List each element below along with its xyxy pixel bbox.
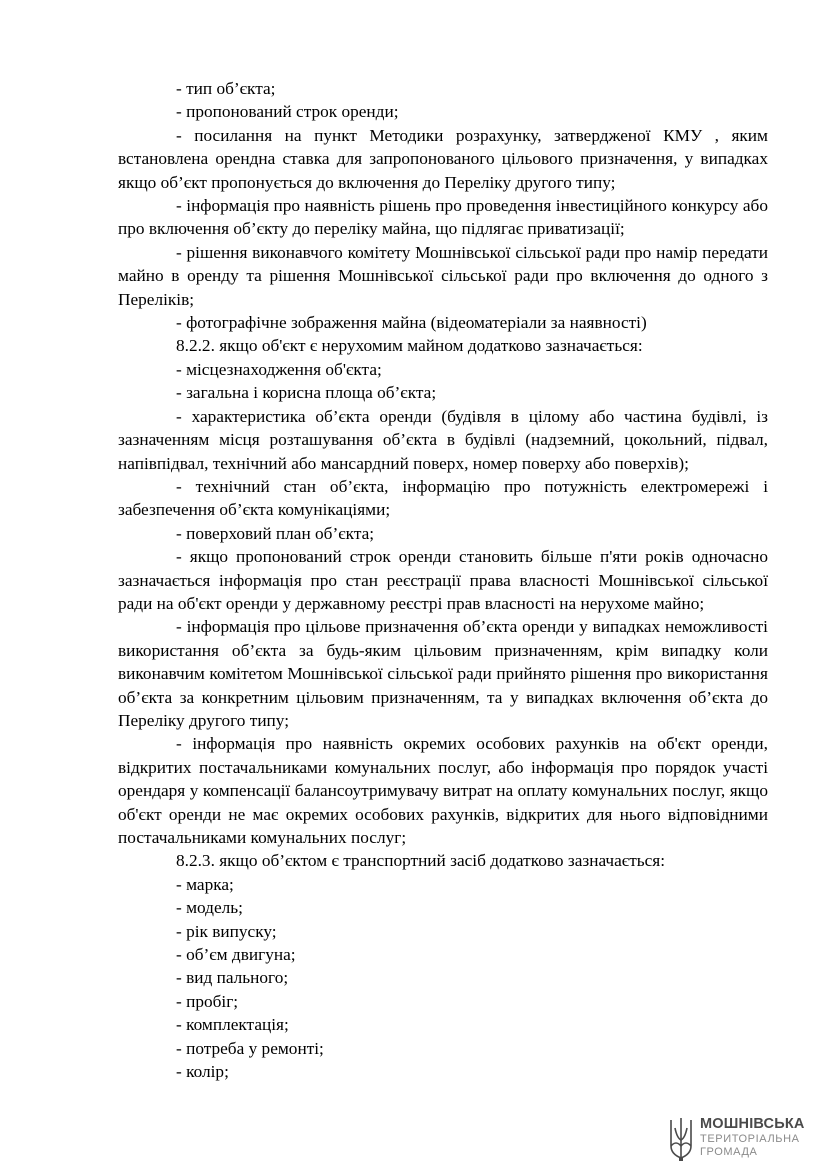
paragraph-area: - загальна і корисна площа об’єкта;: [176, 383, 437, 403]
paragraph-object-characteristics: - характеристика об’єкта оренди (будівля в цілому або частина будівлі, із зазначенням місця розташування об’єкта в будівлі (надземний, цокольний, підвал, напівпідвал, технічний або мансардний поверх, номер поверху або поверхів);: [118, 406, 768, 473]
logo-title: МОШНІВСЬКА: [700, 1116, 805, 1132]
section-8-2-2-heading: 8.2.2. якщо об'єкт є нерухомим майном додатково зазначається:: [176, 336, 643, 356]
paragraph-location: - місцезнаходження об'єкта;: [176, 359, 382, 379]
list-item-brand: - марка;: [176, 874, 234, 894]
paragraph-utility-accounts: - інформація про наявність окремих особових рахунків на об'єкт оренди, відкритих постачальниками комунальних послуг, або інформація про порядок участі орендаря у компенсації балансоутримувачу витрат на оплату комунальних послуг, якщо об'єкт оренди не має окремих особових рахунків, відкритих для нього відповідними постачальниками комунальних послуг;: [118, 734, 768, 847]
paragraph-purpose: - інформація про цільове призначення об’єкта оренди у випадках неможливості використання об’єкта за будь-яким цільовим призначенням, крім випадку коли виконавчим комітетом Мошнівської сільської ради прийнято рішення про використання об’єкта за конкретним цільовим призначенням, та у випадках включення об’єкта до Переліку другого типу;: [118, 617, 768, 730]
list-item-repair-need: - потреба у ремонті;: [176, 1038, 324, 1058]
paragraph-object-type: - тип об’єкта;: [176, 79, 276, 98]
community-logo: [668, 1116, 808, 1162]
trident-icon: [668, 1116, 694, 1162]
paragraph-investment-contest: - інформація про наявність рішень про проведення інвестиційного конкурсу або про включення об’єкту до переліку майна, що підлягає приватизації;: [118, 196, 768, 239]
paragraph-methodology-reference: - посилання на пункт Методики розрахунку, затвердженої КМУ , яким встановлена орендна ставка для запропонованого цільового призначення, у випадках якщо об’єкт пропонується до включення до Переліку другого типу;: [118, 125, 768, 192]
paragraph-proposed-term: - пропонований строк оренди;: [176, 102, 399, 122]
paragraph-technical-condition: - технічний стан об’єкта, інформацію про потужність електромережі і забезпечення об’єкта комунікаціями;: [118, 476, 768, 520]
list-item-model: - модель;: [176, 898, 243, 918]
document-body: [118, 77, 768, 1083]
paragraph-floor-plan: - поверховий план об’єкта;: [176, 523, 375, 543]
paragraph-photo: - фотографічне зображення майна (відеоматеріали за наявності): [176, 313, 647, 333]
list-item-mileage: - пробіг;: [176, 991, 239, 1011]
list-item-color: - колір;: [176, 1062, 229, 1082]
list-item-year: - рік випуску;: [176, 921, 277, 941]
list-item-equipment: - комплектація;: [176, 1015, 289, 1035]
paragraph-ownership-registration: - якщо пропонований строк оренди становить більше п'яти років одночасно зазначається інформація про стан реєстрації права власності Мошнівської сільської ради на об'єкт оренди у державному реєстрі прав власності на нерухоме майно;: [118, 547, 768, 613]
list-item-engine-volume: - об’єм двигуна;: [176, 945, 296, 965]
logo-subtitle-line1: ТЕРИТОРІАЛЬНА: [700, 1133, 800, 1145]
list-item-fuel-type: - вид пального;: [176, 968, 289, 988]
paragraph-executive-decision: - рішення виконавчого комітету Мошнівської сільської ради про намір передати майно в оренду та рішення Мошнівської сільської ради про включення до одного з Переліків;: [118, 242, 768, 309]
section-8-2-3-heading: 8.2.3. якщо об’єктом є транспортний засіб додатково зазначається:: [176, 851, 666, 871]
logo-subtitle-line2: ГРОМАДА: [700, 1146, 758, 1158]
